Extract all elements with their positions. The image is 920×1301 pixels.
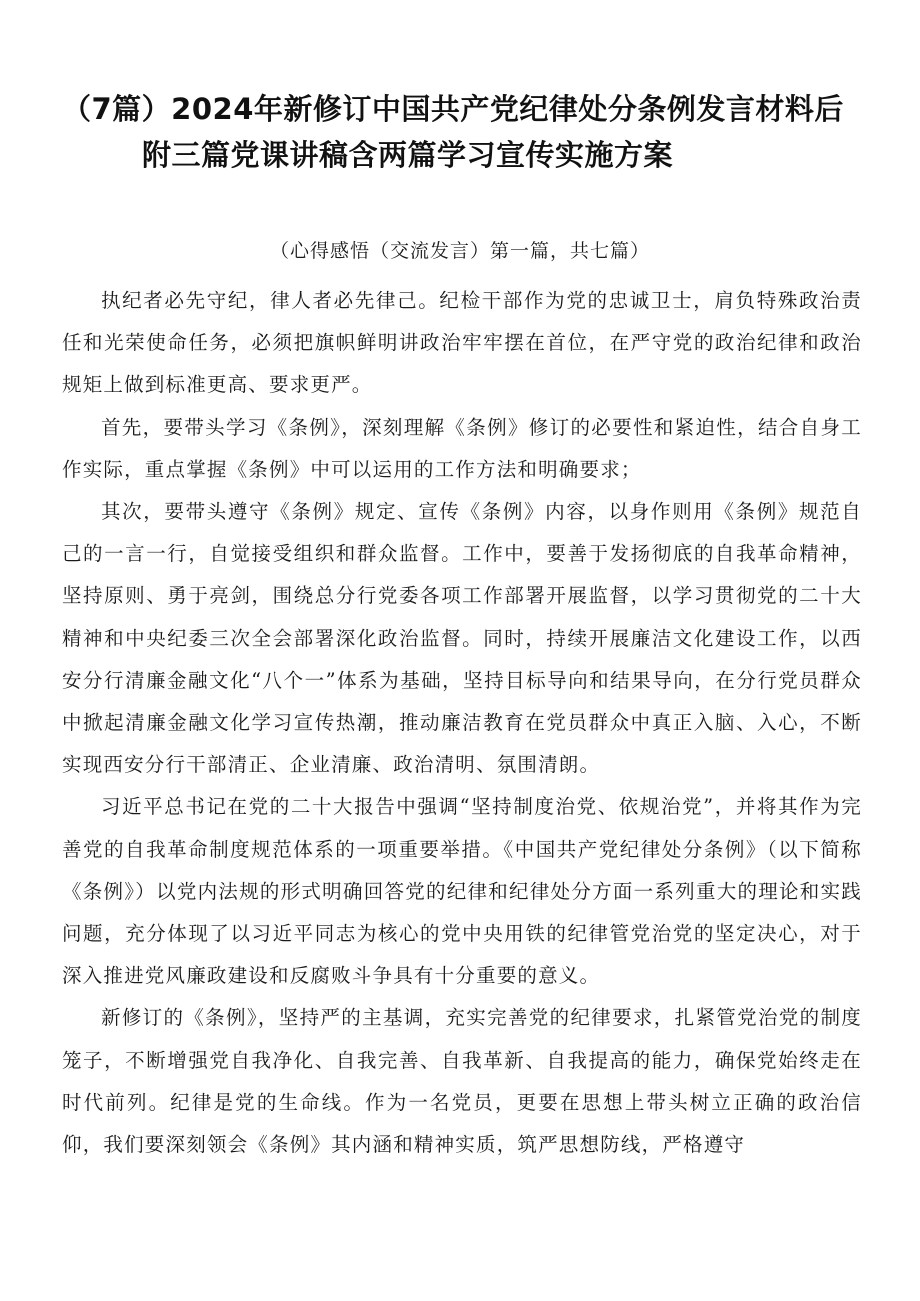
document-title	[62, 86, 862, 178]
paragraph-1: 执纪者必先守纪，律人者必先律己。纪检干部作为党的忠诚卫士，肩负特殊政治责任和光荣使命任务，必须把旗帜鲜明讲政治牢牢摆在首位，在严守党的政治纪律和政治规矩上做到标准更高、要求更严。	[62, 289, 862, 397]
title-line-2: 附三篇党课讲稿含两篇学习宣传实施方案	[142, 138, 674, 172]
paragraph-5: 新修订的《条例》，坚持严的主基调，充实完善党的纪律要求，扎紧管党治党的制度笼子，不断增强党自我净化、自我完善、自我革新、自我提高的能力，确保党始终走在时代前列。纪律是党的生命线。作为一名党员，更要在思想上带头树立正确的政治信仰，我们要深刻领会《条例》其内涵和精神实质，筑严思想防线，严格遵守	[62, 1006, 862, 1157]
section-subtitle: （心得感悟（交流发言）第一篇，共七篇）	[269, 240, 650, 262]
title-line-1: （7篇）2024年新修订中国共产党纪律处分条例发言材料后	[62, 92, 844, 126]
document-body	[62, 280, 862, 1166]
paragraph-3: 其次，要带头遵守《条例》规定、宣传《条例》内容，以身作则用《条例》规范自己的一言一行，自觉接受组织和群众监督。工作中，要善于发扬彻底的自我革命精神，坚持原则、勇于亮剑，围绕总分行党委各项工作部署开展监督，以学习贯彻党的二十大精神和中央纪委三次全会部署深化政治监督。同时，持续开展廉洁文化建设工作，以西安分行清廉金融文化“八个一”体系为基础，坚持目标导向和结果导向，在分行党员群众中掀起清廉金融文化学习宣传热潮，推动廉洁教育在党员群众中真正入脑、入心，不断实现西安分行干部清正、企业清廉、政治清明、氛围清朗。	[62, 500, 862, 777]
paragraph-2: 首先，要带头学习《条例》，深刻理解《条例》修订的必要性和紧迫性，结合自身工作实际，重点掌握《条例》中可以运用的工作方法和明确要求；	[62, 415, 862, 481]
paragraph-4: 习近平总书记在党的二十大报告中强调“坚持制度治党、依规治党”，并将其作为完善党的自我革命制度规范体系的一项重要举措。《中国共产党纪律处分条例》（以下简称《条例》）以党内法规的形式明确回答党的纪律和纪律处分方面一系列重大的理论和实践问题，充分体现了以习近平同志为核心的党中央用铁的纪律管党治党的坚定决心，对于深入推进党风廉政建设和反腐败斗争具有十分重要的意义。	[62, 795, 862, 988]
